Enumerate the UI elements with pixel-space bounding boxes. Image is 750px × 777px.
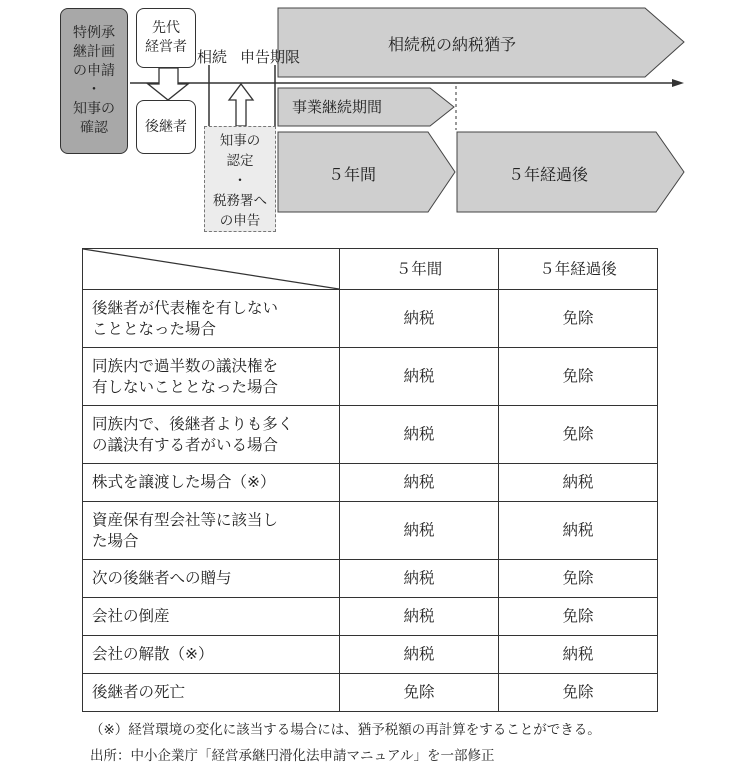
header-five-years: ５年間	[340, 249, 499, 290]
row-condition	[83, 674, 340, 712]
continuation-arrow-label: 事業継続期間	[292, 98, 383, 116]
row-after-value: 免除	[499, 406, 658, 464]
row-condition	[83, 598, 340, 636]
row-five-years-value: 納税	[340, 290, 499, 348]
row-after-value: 納税	[499, 636, 658, 674]
table-row	[83, 502, 658, 560]
successor-label: 後継者	[145, 118, 187, 135]
row-five-years-value: 納税	[340, 636, 499, 674]
application-line-3: の申請	[73, 63, 115, 79]
table-row	[83, 636, 658, 674]
inheritance-label: 相続	[197, 48, 228, 66]
notice-box	[204, 126, 276, 232]
row-five-years-value: 納税	[340, 348, 499, 406]
table-header-row	[83, 249, 658, 290]
row-after-value: 免除	[499, 598, 658, 636]
application-line-5: 知事の	[73, 101, 115, 117]
row-condition	[83, 636, 340, 674]
row-condition	[83, 348, 340, 406]
row-condition	[83, 290, 340, 348]
deadline-label: 申告期限	[240, 48, 301, 66]
notice-line-4: 税務署へ	[213, 193, 267, 209]
condition-text: 株式を譲渡した場合（※）	[92, 473, 276, 491]
row-after-value: 納税	[499, 502, 658, 560]
diagonal-line	[83, 249, 339, 289]
footnote: （※）経営環境の変化に該当する場合には、猶予税額の再計算をすることができる。	[90, 722, 601, 738]
row-five-years-value: 納税	[340, 502, 499, 560]
condition-text: 会社の解散（※）	[92, 645, 214, 663]
deferral-arrow-label: 相続税の納税猶予	[388, 35, 517, 54]
tax-outcome-table	[82, 248, 658, 712]
predecessor-line-2: 経営者	[145, 39, 187, 55]
table-row	[83, 290, 658, 348]
application-line-6: 確認	[80, 120, 108, 136]
notice-up-arrow	[229, 84, 253, 126]
condition-text: 同族内で、後継者よりも多く の議決有する者がいる場合	[92, 414, 294, 454]
row-five-years-value: 納税	[340, 406, 499, 464]
application-box	[60, 8, 128, 154]
five-years-arrow-label: ５年間	[328, 165, 377, 184]
condition-text: 資産保有型会社等に該当し た場合	[92, 510, 279, 550]
application-line-2: 継計画	[73, 44, 115, 60]
predecessor-line-1: 先代	[152, 20, 180, 36]
header-diagonal-cell	[83, 249, 340, 290]
row-condition	[83, 560, 340, 598]
row-after-value: 免除	[499, 674, 658, 712]
successor-box	[136, 100, 196, 154]
row-five-years-value: 免除	[340, 674, 499, 712]
header-after-five-years: ５年経過後	[499, 249, 658, 290]
notice-line-3: ・	[233, 173, 247, 189]
table-row	[83, 348, 658, 406]
row-five-years-value: 納税	[340, 598, 499, 636]
row-five-years-value: 納税	[340, 464, 499, 502]
condition-text: 後継者の死亡	[92, 683, 186, 701]
source-note: 出所：中小企業庁「経営承継円滑化法申請マニュアル」を一部修正	[90, 748, 495, 764]
timeline-arrowhead	[672, 79, 684, 87]
table-row	[83, 674, 658, 712]
notice-line-5: の申告	[219, 213, 261, 229]
notice-line-1: 知事の	[219, 133, 261, 149]
condition-text: 後継者が代表権を有しない こととなった場合	[92, 298, 279, 338]
condition-text: 同族内で過半数の議決権を 有しないこととなった場合	[92, 356, 279, 396]
row-condition	[83, 502, 340, 560]
row-after-value: 免除	[499, 560, 658, 598]
after-five-years-arrow-label: ５年経過後	[508, 165, 589, 184]
table-row	[83, 464, 658, 502]
table-row	[83, 598, 658, 636]
table-row	[83, 560, 658, 598]
row-condition	[83, 464, 340, 502]
row-after-value: 免除	[499, 290, 658, 348]
row-five-years-value: 納税	[340, 560, 499, 598]
row-after-value: 免除	[499, 348, 658, 406]
row-condition	[83, 406, 340, 464]
table-row	[83, 406, 658, 464]
application-line-4: ・	[87, 82, 101, 98]
predecessor-box	[136, 8, 196, 68]
notice-line-2: 認定	[226, 153, 254, 169]
row-after-value: 納税	[499, 464, 658, 502]
application-line-1: 特例承	[73, 25, 115, 41]
condition-text: 次の後継者への贈与	[92, 569, 232, 587]
condition-text: 会社の倒産	[92, 607, 170, 625]
succession-down-arrow	[148, 68, 188, 100]
